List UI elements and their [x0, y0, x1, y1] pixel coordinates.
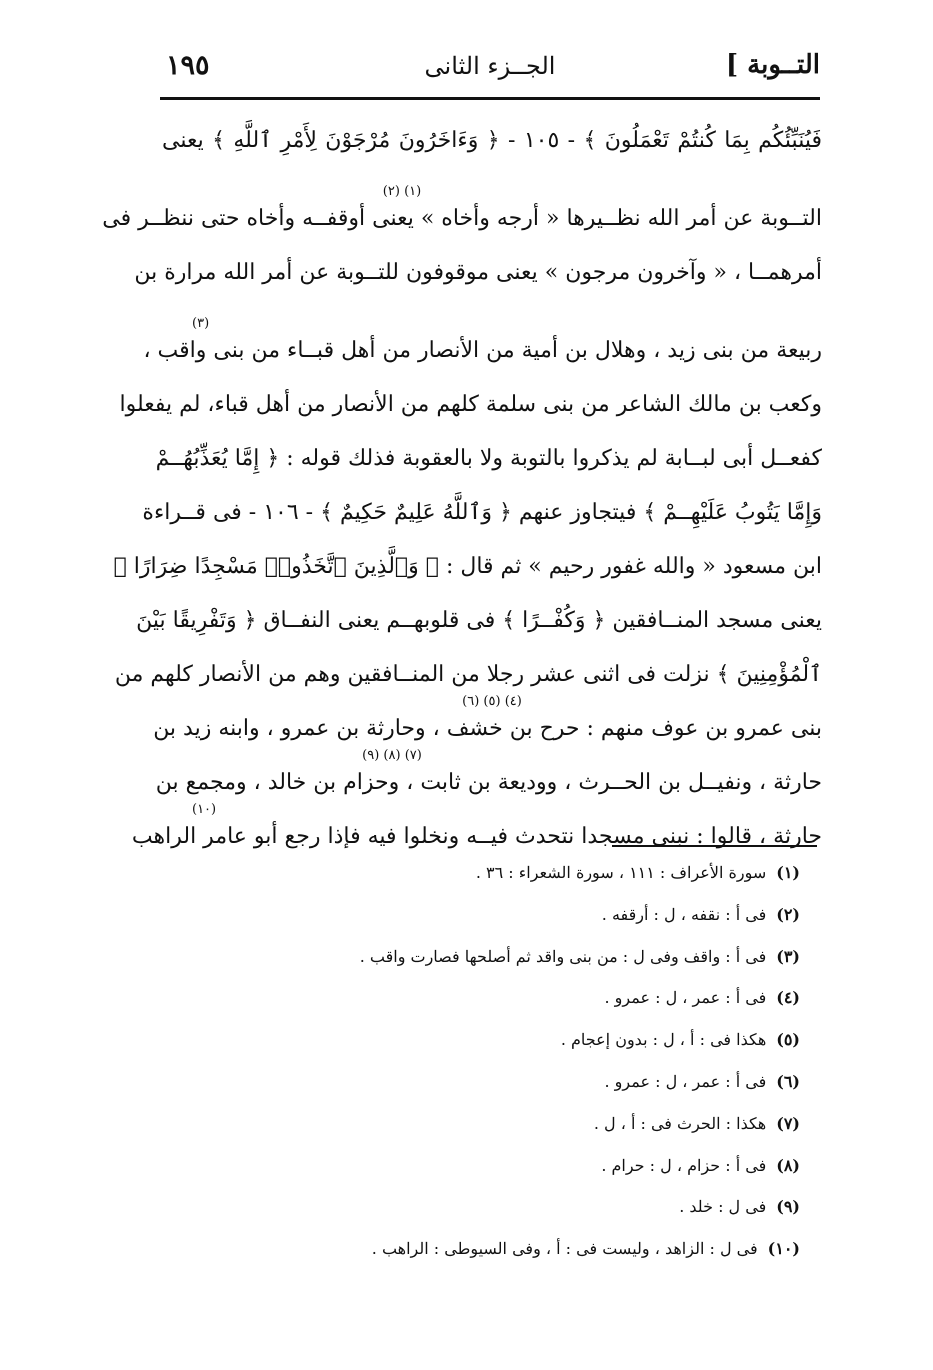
footnote-markers: (١) (٢) [382, 184, 422, 199]
footnotes [340, 858, 800, 1276]
footnote-number: (١) [776, 863, 800, 882]
footnote-text: فى ل : الزاهد ، وليست فى : أ ، وفى السيوطى : الراهب . [371, 1239, 758, 1259]
footnote-text: هكذا فى : أ ، ل : بدون إعجام . [560, 1030, 767, 1050]
footnote-text: هكذا : الحرث فى : أ ، ل . [593, 1113, 767, 1133]
footnote-text: فى أ : حزام ، ل : حرام . [601, 1155, 767, 1175]
text-line: حارثة ، قالوا : نبنى مسجدا نتحدث فيــه ونخلوا فيه فإذا رجع أبو عامر الراهب [131, 824, 822, 849]
footnote-number: (٣) [776, 946, 800, 966]
text-line: حارثة ، ونفيــل بن الحــرث ، ووديعة بن ثابت ، وحزام بن خالد ، ومجمع بن [155, 770, 822, 795]
footnote [340, 942, 800, 984]
footnote-number: (٨) [776, 1155, 800, 1175]
text-line: ابن مسعود « والله غفور رحيم » ثم قال : ﴿ وَٱلَّذِينَ ٱتَّخَذُوا۟ مَسْجِدًا ضِرَارًا ﴾ [113, 554, 822, 579]
footnote-text: سورة الأعراف : ١١١ ، سورة الشعراء : ٣٦ . [475, 863, 767, 882]
main-text [102, 126, 822, 876]
footnote-number: (٢) [776, 904, 800, 924]
volume-title: الجــزء الثانى [424, 52, 556, 80]
footnote-number: (٦) [776, 1071, 800, 1091]
footnote-markers: (٧) (٨) (٩) [362, 748, 422, 763]
footnote [340, 1192, 800, 1234]
text-line: فَيُنَبِّئُكُم بِمَا كُنتُمْ تَعْمَلُونَ ﴾ - ١٠٥ - ﴿ وَءَاخَرُونَ مُرْجَوْنَ لِأَمْرِ ٱللَّهِ ﴾ يعنى [162, 128, 822, 153]
footnote [340, 1109, 800, 1151]
footnote [340, 1151, 800, 1193]
text-line: أمرهمــا ، « وآخرون مرجون » يعنى موقوفون للتــوبة عن أمر الله مرارة بن [134, 260, 822, 285]
text-line: بنى عمرو بن عوف منهم : حرح بن خشف ، وحارثة بن عمرو ، وابنه زيد بن [153, 716, 822, 741]
text-line: التــوبة عن أمر الله نظــيرها « أرجه وأخاه » يعنى أوقفــه وأخاه حتى ننظــر فى [102, 206, 822, 231]
text-line: كفعــل أبى لبــابة لم يذكروا بالتوبة ولا بالعقوبة فذلك قوله : ﴿ إِمَّا يُعَذِّبُهُــمْ [155, 446, 822, 471]
text-line: وكعب بن مالك الشاعر من بنى سلمة كلهم من الأنصار من أهل قباء، لم يفعلوا [119, 392, 822, 417]
footnote-markers: (٣) [192, 316, 210, 331]
footnote-text: فى أ : واقف وفى ل : من بنى واقد ثم أصلحها فصارت واقب . [359, 946, 767, 966]
page-header [160, 50, 820, 98]
footnote-markers: (٤) (٥) (٦) [462, 694, 522, 709]
footnote-text: فى أ : نقفه ، ل : أرقفه . [601, 904, 767, 924]
footnote-rule [612, 845, 817, 847]
footnote-number: (٥) [776, 1030, 800, 1050]
footnote-text: فى أ : عمر ، ل : عمرو . [604, 988, 767, 1008]
text-line: ربيعة من بنى زيد ، وهلال بن أمية من الأنصار من أهل قبــاء من بنى واقب ، [143, 338, 822, 363]
footnote [340, 1067, 800, 1109]
footnote-number: (١٠) [767, 1239, 800, 1259]
footnote-number: (٧) [776, 1113, 800, 1133]
header-rule [160, 97, 820, 100]
footnote [340, 1025, 800, 1067]
footnote [340, 858, 800, 900]
footnote-markers: (١٠) [192, 802, 217, 817]
section-title: التــوبة ] [725, 50, 820, 80]
footnote [340, 1234, 800, 1276]
footnote-text: فى ل : خلد . [679, 1197, 767, 1217]
text-line: وَإِمَّا يَتُوبُ عَلَيْهِــمْ ﴾ فيتجاوز عنهم ﴿ وَٱللَّهُ عَلِيمٌ حَكِيمٌ ﴾ - ١٠٦ - فى قــراءة [142, 500, 822, 525]
page-number: ١٩٥ [166, 50, 210, 81]
footnote-text: فى أ : عمر ، ل : عمرو . [604, 1071, 767, 1091]
footnote [340, 983, 800, 1025]
text-line: يعنى مسجد المنــافقين ﴿ وَكُفْــرًا ﴾ فى قلوبهــم يعنى النفــاق ﴿ وَتَفْرِيقًا بَيْنَ [136, 608, 822, 633]
footnote-number: (٩) [776, 1197, 800, 1217]
text-line: ٱلْمُؤْمِنِينَ ﴾ نزلت فى اثنى عشر رجلا من المنــافقين وهم من الأنصار كلهم من [114, 662, 822, 687]
footnote [340, 900, 800, 942]
footnote-number: (٤) [776, 988, 800, 1008]
